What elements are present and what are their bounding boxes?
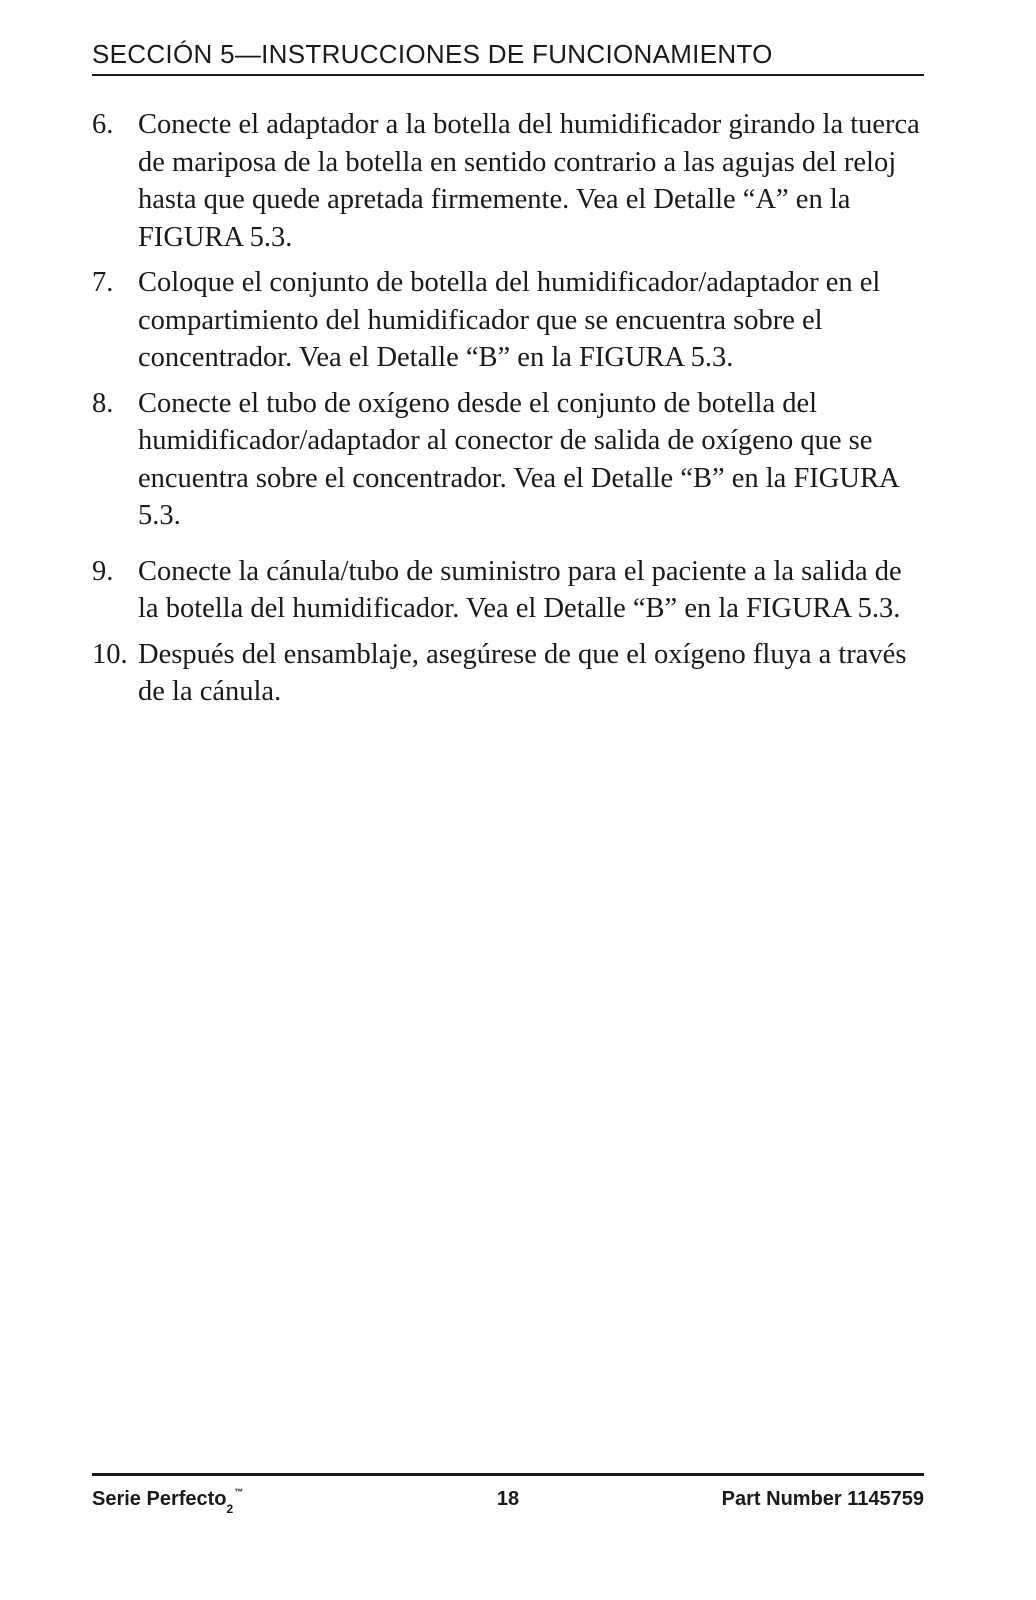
step-text: Coloque el conjunto de botella del humidificador/adaptador en el compartimiento del humidificador que se encuentra sobre el concentrador. Vea el Detalle “B” en la FIGURA 5.3. xyxy=(138,267,881,373)
section-title: SECCIÓN 5—INSTRUCCIONES DE FUNCIONAMIENTO xyxy=(92,39,773,69)
list-item xyxy=(92,106,924,256)
section-header xyxy=(92,36,924,76)
step-number: 9. xyxy=(92,555,114,587)
list-item xyxy=(92,636,924,711)
step-text: Después del ensamblaje, asegúrese de que el oxígeno fluya a través de la cánula. xyxy=(138,638,907,707)
trademark-symbol: ™ xyxy=(234,1487,244,1497)
page-number: 18 xyxy=(496,1488,520,1510)
step-text: Conecte la cánula/tubo de suministro para el paciente a la salida de la botella del humidificador. Vea el Detalle “B” en la FIGURA 5.3. xyxy=(138,555,902,624)
list-item xyxy=(92,385,924,535)
step-number: 10. xyxy=(92,638,128,670)
step-number: 7. xyxy=(92,267,114,298)
list-item xyxy=(92,553,924,628)
part-number: Part Number 1145759 xyxy=(721,1488,924,1510)
list-item xyxy=(92,264,924,377)
step-text: Conecte el adaptador a la botella del humidificador girando la tuerca de mariposa de la botella en sentido contrario a las agujas del reloj hasta que quede apretada firmemente. Vea el Detalle “A” en la FIGURA 5.3. xyxy=(138,109,920,253)
page-footer xyxy=(92,1473,924,1516)
product-subscript: 2 xyxy=(226,1502,234,1516)
step-text: Conecte el tubo de oxígeno desde el conjunto de botella del humidificador/adaptador al conector de salida de oxígeno que se encuentra sobre el concentrador. Vea el Detalle “B” en la FIGURA 5.3. xyxy=(138,387,898,531)
step-number: 6. xyxy=(92,109,114,140)
instruction-list xyxy=(92,106,924,719)
step-number: 8. xyxy=(92,387,114,419)
product-name: Serie Perfecto xyxy=(92,1488,227,1510)
